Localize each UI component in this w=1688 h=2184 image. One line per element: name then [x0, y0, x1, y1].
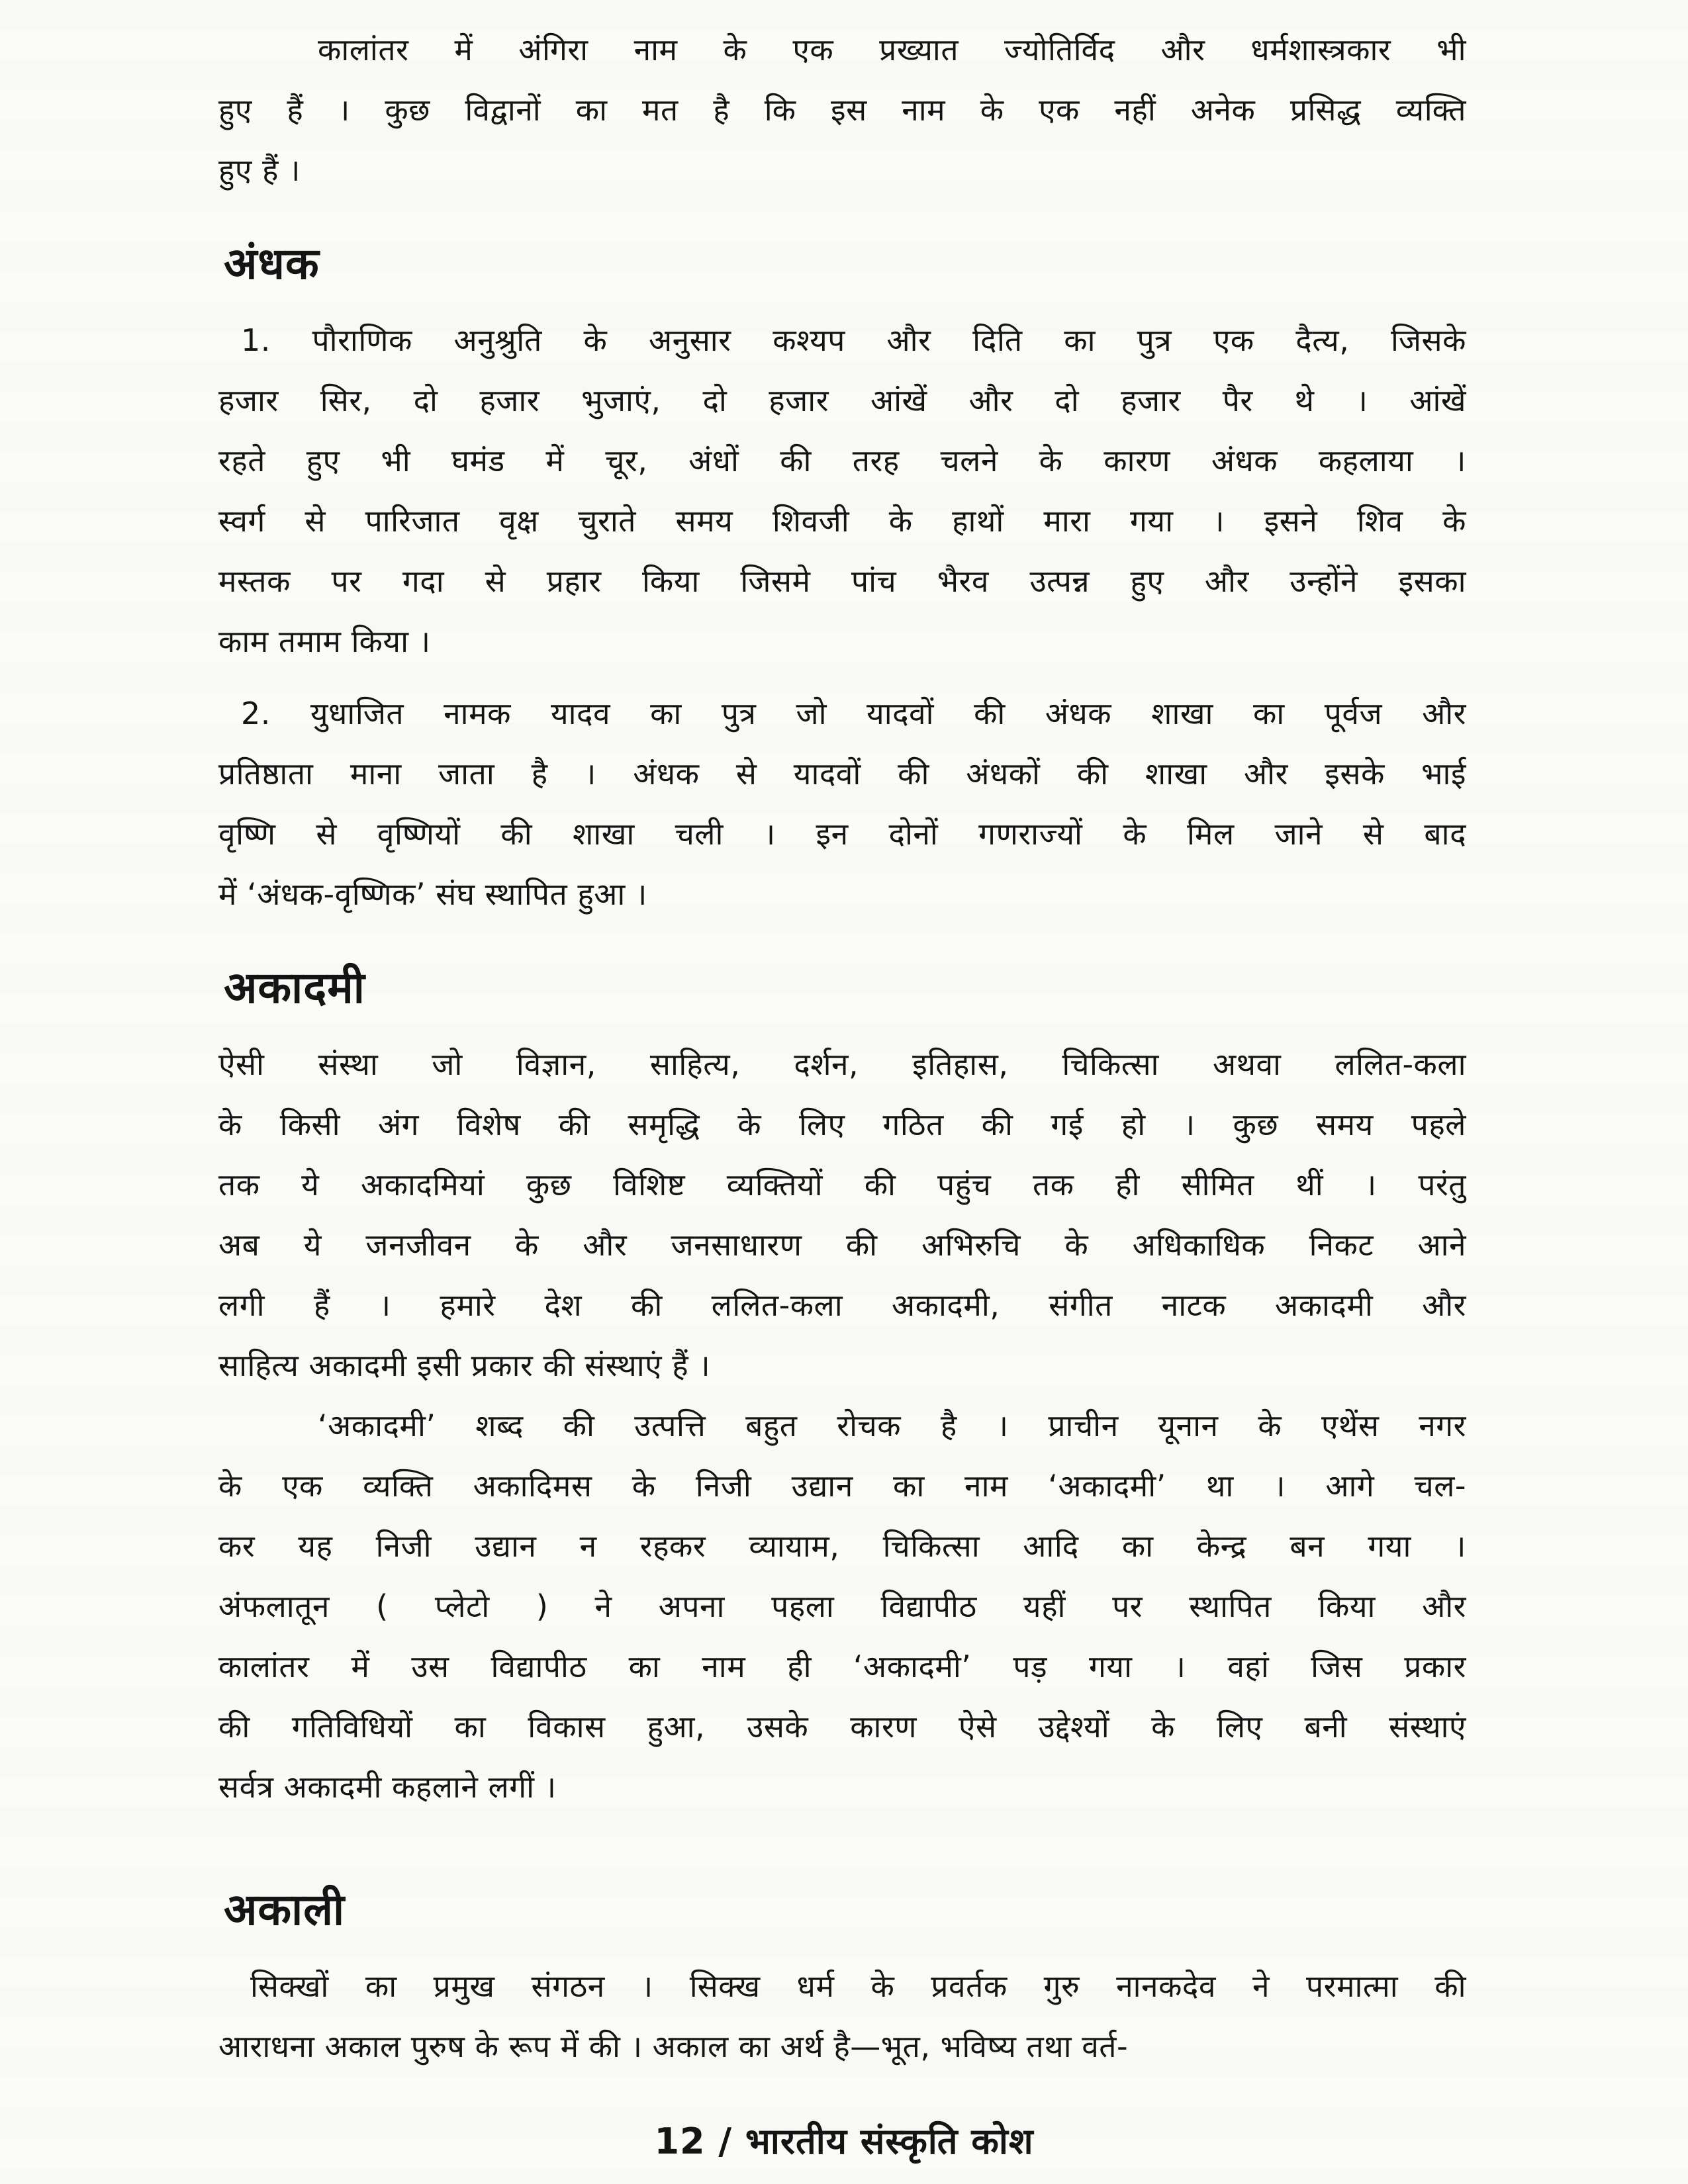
text-line: काम तमाम किया ।: [218, 623, 431, 659]
text-line: 1. पौराणिक अनुश्रुति के अनुसार कश्यप और दिति का पुत्र एक दैत्य, जिसके: [241, 322, 1466, 358]
text-line: अंफलातून ( प्लेटो ) ने अपना पहला विद्यापीठ यहीं पर स्थापित किया और: [218, 1588, 1466, 1624]
text-line: में ‘अंधक-वृष्णिक’ संघ स्थापित हुआ ।: [218, 876, 647, 912]
entry-akadami-paragraph-1: [218, 1034, 1466, 1396]
entry-heading-andhak: अंधक: [224, 238, 320, 289]
entry-akadami-paragraph-2: [218, 1396, 1466, 1817]
text-line: हुए हैं ।: [218, 152, 301, 188]
text-line: कालांतर में अंगिरा नाम के एक प्रख्यात ज्योतिर्विद और धर्मशास्त्रकार भी: [318, 32, 1466, 68]
text-line: की गतिविधियों का विकास हुआ, उसके कारण ऐसे उद्देश्यों के लिए बनी संस्थाएं: [218, 1709, 1466, 1745]
text-line: तक ये अकादमियां कुछ विशिष्ट व्यक्तियों की पहुंच तक ही सीमित थीं । परंतु: [218, 1167, 1466, 1203]
text-line: अब ये जनजीवन के और जनसाधारण की अभिरुचि के अधिकाधिक निकट आने: [218, 1227, 1466, 1263]
text-line: आराधना अकाल पुरुष के रूप में की । अकाल का अर्थ है—भूत, भविष्य तथा वर्त-: [218, 2028, 1129, 2064]
text-line: वृष्णि से वृष्णियों की शाखा चली । इन दोनों गणराज्यों के मिल जाने से बाद: [218, 816, 1466, 852]
entry-heading-akadami: अकादमी: [224, 962, 365, 1013]
text-line: मस्तक पर गदा से प्रहार किया जिसमे पांच भैरव उत्पन्न हुए और उन्होंने इसका: [218, 563, 1466, 599]
text-line: ‘अकादमी’ शब्द की उत्पत्ति बहुत रोचक है । प्राचीन यूनान के एथेंस नगर: [318, 1408, 1466, 1443]
text-line: के एक व्यक्ति अकादिमस के निजी उद्यान का नाम ‘अकादमी’ था । आगे चल-: [218, 1468, 1466, 1504]
text-line: के किसी अंग विशेष की समृद्धि के लिए गठित की गई हो । कुछ समय पहले: [218, 1107, 1466, 1142]
text-line: सिक्खों का प्रमुख संगठन । सिक्ख धर्म के प्रवर्तक गुरु नानकदेव ने परमात्मा की: [250, 1968, 1466, 2004]
text-line: कर यह निजी उद्यान न रहकर व्यायाम, चिकित्सा आदि का केन्द्र बन गया ।: [218, 1528, 1466, 1564]
entry-andhak-paragraph-2: [218, 684, 1466, 925]
text-line: सर्वत्र अकादमी कहलाने लगीं ।: [218, 1769, 557, 1805]
text-line: स्वर्ग से पारिजात वृक्ष चुराते समय शिवजी के हाथों मारा गया । इसने शिव के: [218, 503, 1466, 539]
text-line: प्रतिष्ठाता माना जाता है । अंधक से यादवों की अंधकों की शाखा और इसके भाई: [218, 756, 1466, 792]
entry-akali-paragraph-1: [218, 1956, 1466, 2077]
text-line: 2. युधाजित नामक यादव का पुत्र जो यादवों की अंधक शाखा का पूर्वज और: [241, 696, 1466, 731]
text-line: कालांतर में उस विद्यापीठ का नाम ही ‘अकादमी’ पड़ गया । वहां जिस प्रकार: [218, 1649, 1466, 1684]
intro-paragraph: [218, 20, 1466, 201]
text-line: रहते हुए भी घमंड में चूर, अंधों की तरह चलने के कारण अंधक कहलाया ।: [218, 443, 1466, 478]
entry-andhak-paragraph-1: [218, 310, 1466, 672]
entry-heading-akali: अकाली: [224, 1884, 346, 1935]
text-line: ऐसी संस्था जो विज्ञान, साहित्य, दर्शन, इतिहास, चिकित्सा अथवा ललित-कला: [218, 1046, 1466, 1082]
text-line: हुए हैं । कुछ विद्वानों का मत है कि इस नाम के एक नहीं अनेक प्रसिद्ध व्यक्ति: [218, 92, 1466, 128]
text-line: साहित्य अकादमी इसी प्रकार की संस्थाएं हैं ।: [218, 1347, 711, 1383]
text-line: हजार सिर, दो हजार भुजाएं, दो हजार आंखें और दो हजार पैर थे । आंखें: [218, 383, 1466, 418]
text-line: लगी हैं । हमारे देश की ललित-कला अकादमी, संगीत नाटक अकादमी और: [218, 1287, 1466, 1323]
page-footer: 12 / भारतीय संस्कृति कोश: [654, 2120, 1034, 2162]
